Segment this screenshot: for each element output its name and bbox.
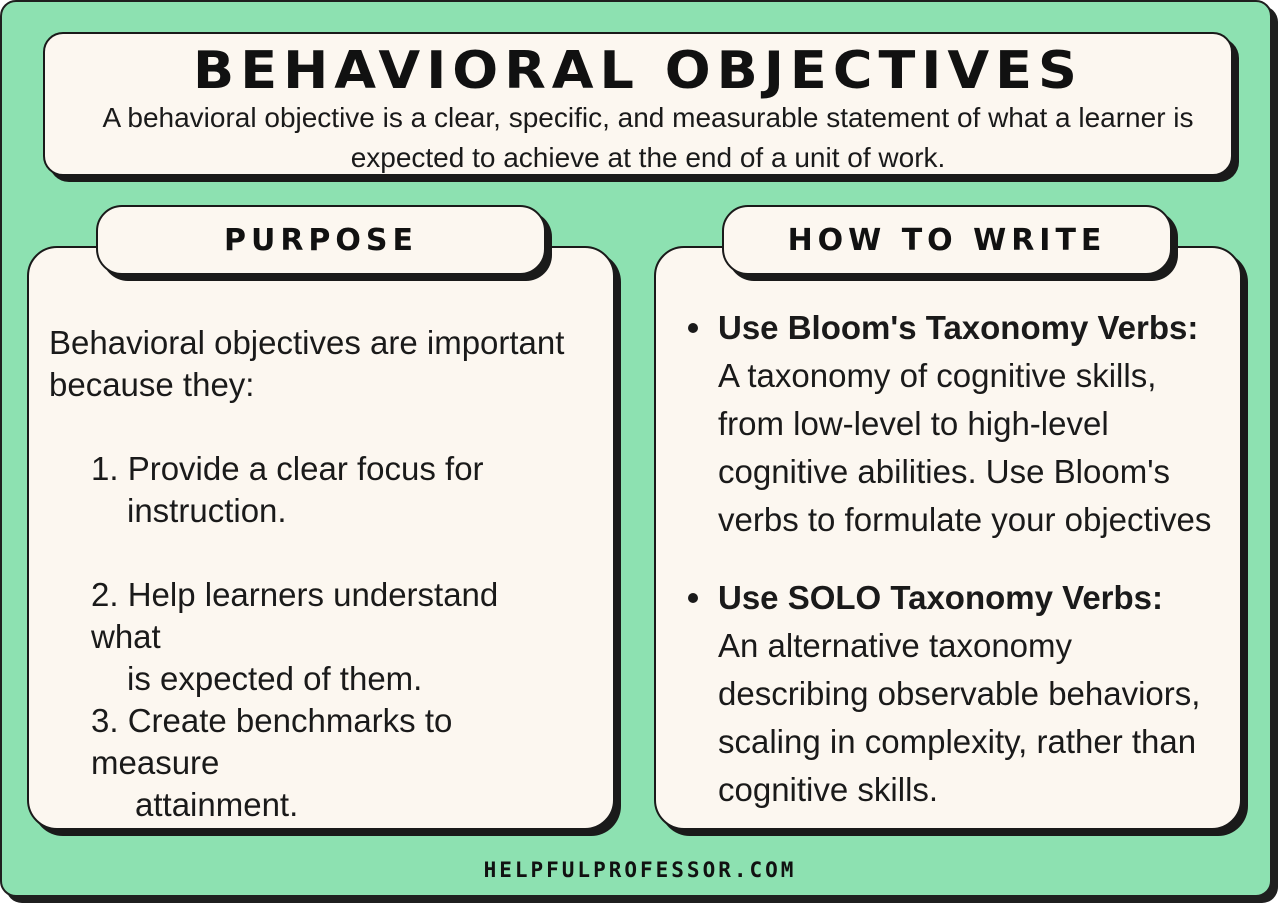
purpose-item-1 bbox=[91, 448, 571, 532]
purpose-item-3 bbox=[91, 700, 571, 826]
how-item-2 bbox=[718, 574, 1218, 814]
how-to-write-tab bbox=[722, 205, 1172, 275]
subtitle-line-1: A behavioral objective is a clear, specific, and measurable statement of what a learner is bbox=[102, 102, 1194, 133]
item-text-line-1: Provide a clear focus for bbox=[127, 450, 484, 487]
footer-site-link[interactable]: HELPFULPROFESSOR.COM bbox=[483, 858, 797, 882]
item-number: 1. bbox=[91, 450, 119, 487]
how-item-line-3: scaling in complexity, rather than bbox=[718, 723, 1197, 760]
how-item-line-2: from low-level to high-level bbox=[718, 405, 1109, 442]
purpose-intro-line-2: because they: bbox=[49, 366, 255, 403]
bullet-dot-icon bbox=[688, 593, 698, 603]
how-item-title: Use Bloom's Taxonomy Verbs: bbox=[718, 309, 1199, 346]
purpose-intro bbox=[49, 322, 589, 406]
item-text-line-2: is expected of them. bbox=[127, 660, 423, 697]
item-number: 3. bbox=[91, 702, 119, 739]
bullet-dot-icon bbox=[688, 323, 698, 333]
how-item-line-3: cognitive abilities. Use Bloom's bbox=[718, 453, 1170, 490]
purpose-tab bbox=[96, 205, 546, 275]
item-text-line-1: Help learners understand what bbox=[91, 576, 499, 655]
purpose-heading: PURPOSE bbox=[223, 223, 419, 258]
purpose-panel bbox=[27, 246, 615, 830]
how-to-write-heading: HOW TO WRITE bbox=[787, 223, 1107, 258]
how-to-write-panel bbox=[654, 246, 1242, 830]
purpose-intro-line-1: Behavioral objectives are important bbox=[49, 324, 565, 361]
subtitle bbox=[85, 98, 1211, 178]
title-card bbox=[43, 32, 1233, 176]
item-text-line-2: attainment. bbox=[135, 786, 299, 823]
how-item-line-2: describing observable behaviors, bbox=[718, 675, 1201, 712]
how-item-line-4: cognitive skills. bbox=[718, 771, 939, 808]
page-title: BEHAVIORAL OBJECTIVES bbox=[193, 40, 1083, 101]
how-item-line-4: verbs to formulate your objectives bbox=[718, 501, 1212, 538]
purpose-item-2 bbox=[91, 574, 571, 700]
how-item-1 bbox=[718, 304, 1218, 544]
how-item-line-1: An alternative taxonomy bbox=[718, 627, 1073, 664]
how-item-line-1: A taxonomy of cognitive skills, bbox=[718, 357, 1157, 394]
item-number: 2. bbox=[91, 576, 119, 613]
how-item-title: Use SOLO Taxonomy Verbs: bbox=[718, 579, 1164, 616]
item-text-line-2: instruction. bbox=[127, 492, 287, 529]
item-text-line-1: Create benchmarks to measure bbox=[91, 702, 453, 781]
subtitle-line-2: expected to achieve at the end of a unit of work. bbox=[350, 142, 946, 173]
